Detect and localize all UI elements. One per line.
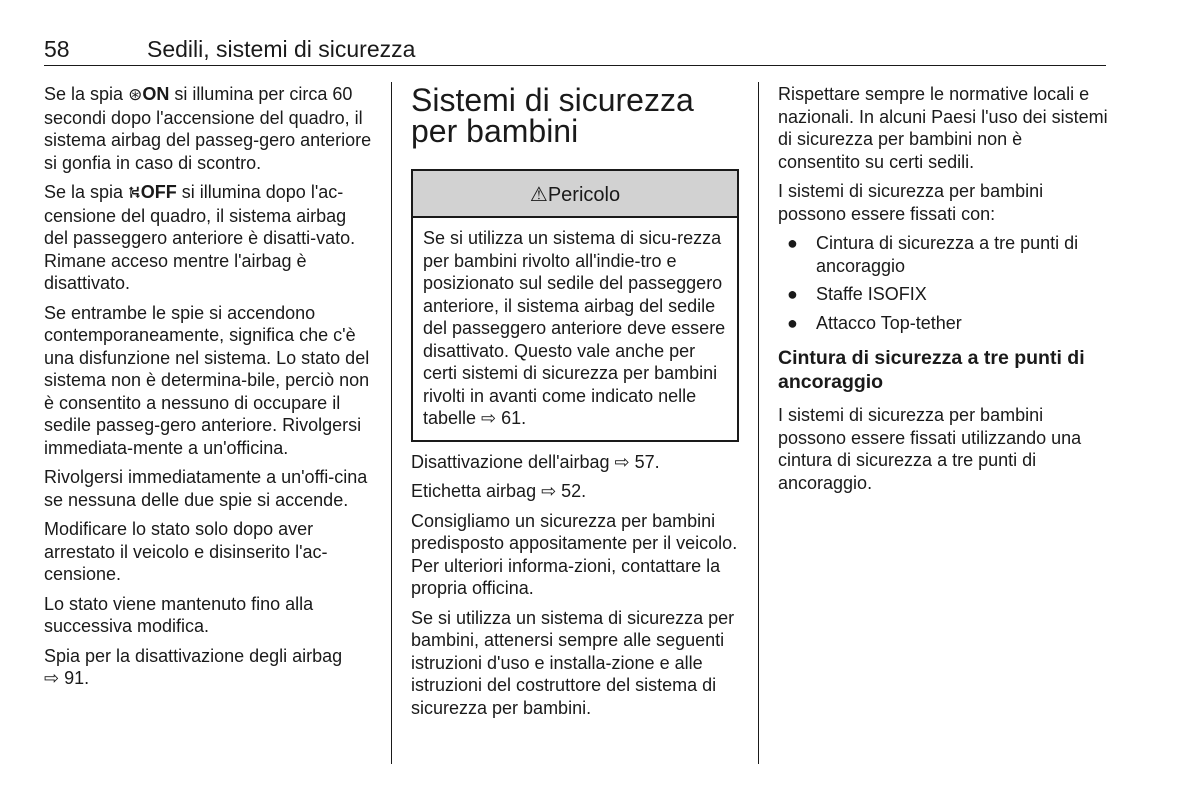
paragraph-airbag-deactivation-light: Spia per la disattivazione degli airbag ⇨ 91. bbox=[44, 645, 343, 688]
danger-title: Pericolo bbox=[547, 184, 621, 206]
fixing-methods-list bbox=[778, 232, 1108, 334]
list-item: ● Cintura di sicurezza a tre punti di ancoraggio bbox=[787, 233, 1079, 276]
column-divider-left bbox=[391, 82, 392, 764]
paragraph-three-point-belt: I sistemi di sicurezza per bambini possono essere fissati utilizzando una cintura di sicurezza a tre punti di ancoraggio. bbox=[778, 405, 1082, 493]
page-number: 58 bbox=[44, 36, 70, 62]
paragraph-workshop: Rivolgersi immediatamente a un'offi-cina se nessuna delle due spie si accende. bbox=[44, 467, 368, 510]
airbag-on-icon: ⊛ bbox=[128, 85, 143, 104]
list-item: ● Attacco Top-tether bbox=[787, 312, 962, 333]
off-label: OFF bbox=[140, 182, 177, 202]
danger-text: Se si utilizza un sistema di sicu-rezza per bambini rivolto all'indie-tro e posizionato sul sedile del passeggero anteriore, il sistema airbag del sedile del passeggero anteriore deve essere disattivato. Questo vale anche per certi sistemi di sicurezza per bambini rivolti in avanti come indicato nelle tabelle ⇨ 61. bbox=[423, 228, 726, 428]
airbag-off-icon: ⛕ bbox=[128, 183, 141, 202]
chapter-heading: Sistemi di sicurezza per bambini bbox=[411, 82, 694, 149]
column-divider-right bbox=[758, 82, 759, 764]
paragraph-airbag-deactivation-ref: Disattivazione dell'airbag ⇨ 57. bbox=[411, 451, 660, 472]
paragraph-status-kept: Lo stato viene mantenuto fino alla successiva modifica. bbox=[44, 593, 314, 636]
list-item: ● Staffe ISOFIX bbox=[787, 284, 927, 304]
paragraph-regulations: Rispettare sempre le normative locali e nazionali. In alcuni Paesi l'uso dei sistemi di sicurezza per bambini non è consentito su certi sedili. bbox=[778, 84, 1108, 172]
paragraph-instructions: Se si utilizza un sistema di sicurezza per bambini, attenersi sempre alle seguenti istruzioni d'uso e installa-zione e alle istruzioni del costruttore del sistema di sicurezza per bambini. bbox=[411, 607, 735, 718]
bullet-icon: ● bbox=[787, 233, 798, 253]
subsection-heading: Cintura di sicurezza a tre punti di ancoraggio bbox=[778, 347, 1085, 393]
bullet-icon: ● bbox=[787, 312, 798, 333]
danger-box bbox=[411, 169, 739, 442]
paragraph-off-indicator: Se la spia ⛕OFF si illumina dopo l'ac-censione del quadro, il sistema airbag del passeggero anteriore è disatti-vato. Rimane acceso mentre l'airbag è disattivato. bbox=[44, 182, 356, 293]
column-left bbox=[44, 83, 374, 697]
page-header bbox=[44, 36, 1106, 66]
paragraph-fixing-methods: I sistemi di sicurezza per bambini possono essere fissati con: bbox=[778, 181, 1044, 224]
paragraph-recommendation: Consigliamo un sicurezza per bambini predisposto appositamente per il veicolo. Per ulteriori informa-zioni, contattare la propria officina. bbox=[411, 510, 738, 598]
column-middle bbox=[411, 83, 741, 726]
column-right bbox=[778, 83, 1108, 501]
header-divider bbox=[44, 65, 1106, 66]
page-reference: ⇨ 91. bbox=[44, 668, 90, 688]
paragraph-on-indicator: Se la spia ⊛ON si illumina per circa 60 secondi dopo l'accensione del quadro, il sistema airbag del passeg-gero anteriore si gonfia in caso di scontro. bbox=[44, 84, 372, 173]
bullet-icon: ● bbox=[787, 284, 798, 304]
danger-header bbox=[413, 171, 737, 218]
section-title: Sedili, sistemi di sicurezza bbox=[147, 36, 416, 62]
warning-triangle-icon: ⚠ bbox=[529, 184, 548, 206]
paragraph-modify-status: Modificare lo stato solo dopo aver arrestato il veicolo e disinserito l'ac-censione. bbox=[44, 519, 328, 584]
paragraph-airbag-label-ref: Etichetta airbag ⇨ 52. bbox=[411, 481, 587, 501]
paragraph-malfunction: Se entrambe le spie si accendono contemporaneamente, significa che c'è una disfunzione nel sistema. Lo stato del sistema non è determina-bile, perciò non è consentito a nessuno di occupare il sedile passeg-gero anteriore. Rivolgersi immediata-mente a un'officina. bbox=[44, 302, 370, 458]
on-label: ON bbox=[142, 84, 170, 104]
